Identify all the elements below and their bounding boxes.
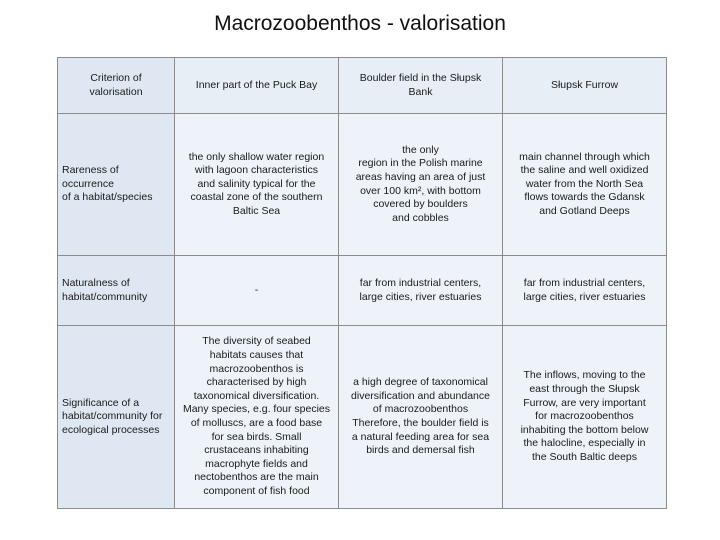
table-cell: The inflows, moving to the east through the Słupsk Furrow, are very important for macrozoobenthos inhabiting the bottom below the halocline, especially in the South Baltic deeps (503, 326, 667, 509)
page-title: Macrozoobenthos - valorisation (214, 12, 506, 35)
table-cell: The diversity of seabed habitats causes that macrozoobenthos is characterised by high taxonomical diversification. Many species, e.g. four species of molluscs, are a food base for sea birds. Small crustaceans inhabiting macrophyte fields and nectobenthos are the main component of fish food (175, 326, 339, 509)
table-cell: main channel through which the saline and well oxidized water from the North Sea flows towards the Gdansk and Gotland Deeps (503, 114, 667, 256)
table-cell: - (175, 256, 339, 326)
table-cell: far from industrial centers, large cities, river estuaries (503, 256, 667, 326)
criterion-naturalness: Naturalness of habitat/community (58, 256, 175, 326)
header-slupsk-furrow: Słupsk Furrow (503, 58, 667, 114)
table-row (58, 114, 667, 256)
criterion-significance: Significance of a habitat/community for ecological processes (58, 326, 175, 509)
criterion-rareness: Rareness of occurrence of a habitat/species (58, 114, 175, 256)
header-boulder-field: Boulder field in the Słupsk Bank (339, 58, 503, 114)
table-cell: the only region in the Polish marine areas having an area of just over 100 km², with bottom covered by boulders and cobbles (339, 114, 503, 256)
header-puck-bay: Inner part of the Puck Bay (175, 58, 339, 114)
table-cell: far from industrial centers, large cities, river estuaries (339, 256, 503, 326)
table-row (58, 326, 667, 509)
table-cell: a high degree of taxonomical diversification and abundance of macrozoobenthos Therefore, the boulder field is a natural feeding area for sea birds and demersal fish (339, 326, 503, 509)
table-row (58, 256, 667, 326)
valorisation-table (57, 57, 667, 509)
table-cell: the only shallow water region with lagoon characteristics and salinity typical for the coastal zone of the southern Baltic Sea (175, 114, 339, 256)
table-header-row (58, 58, 667, 114)
header-criterion: Criterion of valorisation (58, 58, 175, 114)
